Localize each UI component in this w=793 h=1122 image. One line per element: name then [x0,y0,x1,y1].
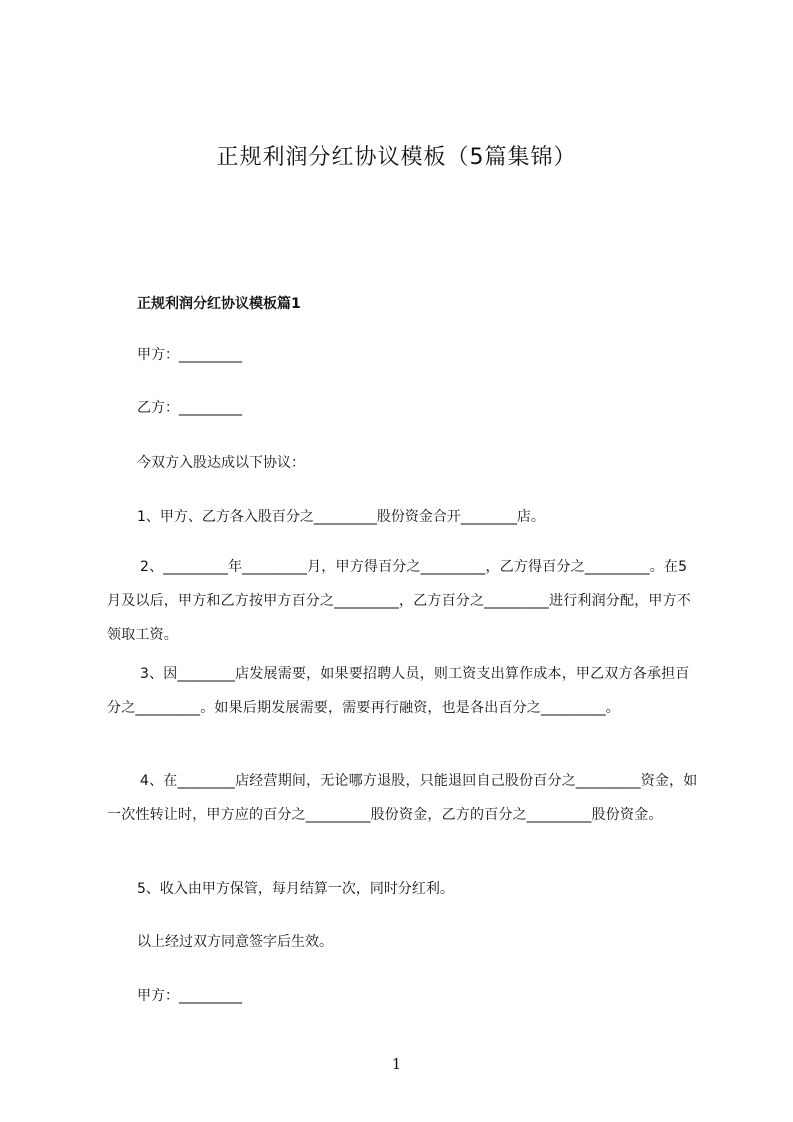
clause-4: 4、在________店经营期间，无论哪方退股，只能退回自己股份百分之_________资金，如一次性转让时，甲方应的百分之_________股份资金，乙方的百分之_________股份资金。 [107,773,698,823]
section-heading: 正规利润分红协议模板篇1 [137,296,301,312]
page-number: 1 [391,1055,402,1073]
clause-5: 5、收入由甲方保管，每月结算一次，同时分红利。 [137,881,454,897]
clause-2: 2、_________年_________月，甲方得百分之_________，乙方得百分之_________。在5月及以后，甲方和乙方按甲方百分之_________，乙方百分之_________进行利润分配，甲方不领取工资。 [107,559,691,643]
intro-text: 今双方入股达成以下协议： [137,455,305,471]
document-title: 正规利润分红协议模板（5篇集锦） [216,145,577,170]
effective-statement: 以上经过双方同意签字后生效。 [137,934,333,950]
party-a-line: 甲方：_________ [137,347,242,363]
party-b-line: 乙方：_________ [137,400,242,416]
signature-party-a: 甲方：_________ [137,988,242,1004]
clause-1: 1、甲方、乙方各入股百分之_________股份资金合开________店。 [137,509,545,525]
clause-3: 3、因________店发展需要，如果要招聘人员，则工资支出算作成本，甲乙双方各承担百分之_________。如果后期发展需要，需要再行融资，也是各出百分之_________。 [107,666,690,716]
